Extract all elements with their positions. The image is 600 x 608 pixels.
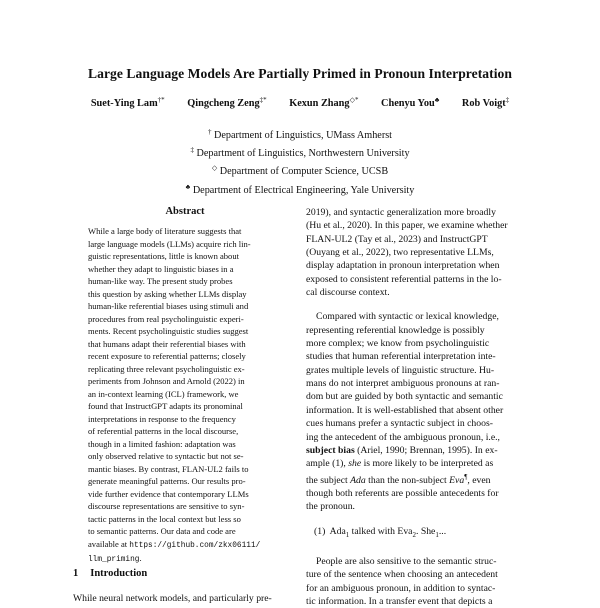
paragraph-line: ample (1), she is more likely to be interpreted as xyxy=(306,458,494,470)
affiliation: † Department of Linguistics, UMass Amherst xyxy=(207,128,393,141)
abstract-line: While a large body of literature suggests that xyxy=(88,226,242,236)
paragraph-line: cues humans prefer a syntactic subject in choos- xyxy=(306,418,493,430)
abstract-line: an in-context learning (ICL) framework, we xyxy=(88,388,239,399)
abstract-line: only observed relative to syntactic but not se- xyxy=(88,451,244,461)
footnote-mark[interactable]: ¶ xyxy=(464,472,468,481)
paragraph-line: subject bias (Ariel, 1990; Brennan, 1995). In ex- xyxy=(306,444,498,456)
abstract-line: available at https://github.com/zkx06111/ xyxy=(88,538,261,550)
abstract-line: tactic patterns in the local context but less so xyxy=(88,513,241,524)
paragraph-line: dom but are guided by both syntactic and semantic xyxy=(306,391,503,403)
abstract-line: generate meaningful patterns. Our results pro- xyxy=(88,476,246,486)
abstract-line: though in a limited fashion: adaptation was xyxy=(88,438,236,449)
paragraph-line: People are also sensitive to the semantic struc- xyxy=(316,556,497,568)
abstract-line: of referential patterns in the local discourse, xyxy=(88,426,239,436)
paragraph-line: exposed to consistent referential patterns in the lo- xyxy=(306,273,502,285)
affiliation: ◇ Department of Computer Science, UCSB xyxy=(211,164,389,178)
abstract-line: vide further evidence that contemporary LLMs xyxy=(88,488,249,499)
author: Suet-Ying Lam†* xyxy=(90,96,165,109)
section-heading: 1 Introduction xyxy=(73,568,148,579)
intro-text: While neural network models, and particularly pre- xyxy=(73,593,272,604)
paragraph-line: ing the antecedent of the ambiguous pronoun, i.e., xyxy=(306,431,500,443)
affiliation-list xyxy=(0,125,600,198)
abstract-line: found that InstructGPT adapts its pronominal xyxy=(88,401,243,411)
code-url-link[interactable]: https://github.com/zkx06111/ xyxy=(129,541,261,550)
author: Chenyu You♣ xyxy=(381,96,440,109)
paragraph-line: mans do not interpret ambiguous pronouns at ran- xyxy=(306,378,500,390)
abstract-line: guistic representations, little is known about xyxy=(88,251,239,261)
paper-title: Large Language Models Are Partially Primed in Pronoun Interpretation xyxy=(87,66,513,81)
abstract-line: large language models (LLMs) acquire rich lin- xyxy=(88,238,251,249)
abstract-line: human-like referential biases using stimuli and xyxy=(88,301,249,311)
paragraph-line: information. It is well-established that absent other xyxy=(306,404,504,416)
paragraph-line: though both referents are possible antecedents for xyxy=(306,488,499,500)
abstract-body xyxy=(88,225,284,567)
paragraph-line: studies that human referential interpretation inte- xyxy=(306,351,496,363)
paragraph-line: the subject Ada than the non-subject Eva¶, even xyxy=(306,472,491,486)
paragraph-line: more complex; we know from psycholinguistic xyxy=(306,338,490,350)
paragraph-line: tic information. In a transfer event that depicts a xyxy=(306,596,493,608)
paragraph-line: ture of the sentence when choosing an antecedent xyxy=(306,569,498,581)
abstract-line: discourse representations are sensitive to syn- xyxy=(88,501,245,511)
abstract-line: to semantic patterns. Our data and code are xyxy=(88,526,236,536)
paragraph-line: the pronoun. xyxy=(306,501,355,513)
abstract-line: llm_priming. xyxy=(88,553,142,564)
abstract-line: procedures from real psycholinguistic experi- xyxy=(88,313,244,324)
abstract-heading: Abstract xyxy=(165,206,205,217)
abstract-line: that humans adapt their referential biases with xyxy=(88,338,246,349)
right-column xyxy=(306,206,532,608)
linguistic-example: (1) Ada$_1$ talked with Eva$_2$. She$_1$... xyxy=(314,525,447,539)
paragraph-line: FLAN-UL2 (Tay et al., 2023) and InstructGPT xyxy=(306,233,488,245)
abstract-line: mantic biases. By contrast, FLAN-UL2 fails to xyxy=(88,463,249,474)
paragraph-line: Compared with syntactic or lexical knowledge, xyxy=(316,311,499,323)
paragraph-line: 2019), and syntactic generalization more broadly xyxy=(306,207,496,218)
abstract-line: human-like way. The present study probes xyxy=(88,276,233,286)
abstract-line: this question by asking whether LLMs display xyxy=(88,288,247,299)
paragraph-line: representing referential knowledge is possibly xyxy=(306,324,485,336)
abstract-line: recent exposure to referential patterns; closely xyxy=(88,351,246,361)
paragraph-line: for an ambiguous pronoun, in addition to syntac- xyxy=(306,582,496,594)
author: Kexun Zhang◇* xyxy=(289,96,359,109)
author: Qingcheng Zeng‡* xyxy=(187,96,267,109)
abstract-line: ments. Recent psycholinguistic studies suggest xyxy=(88,326,249,336)
affiliation: ♣ Department of Electrical Engineering, Yale University xyxy=(185,182,415,196)
author-list xyxy=(0,96,600,109)
code-url-link-continued[interactable]: llm_priming xyxy=(88,556,140,564)
abstract-line: replicating three relevant psycholinguistic ex- xyxy=(88,363,245,374)
paragraph-line: (Ouyang et al., 2022), two representative LLMs, xyxy=(306,247,494,259)
abstract-line: whether they adapt to linguistic biases in a xyxy=(88,263,234,274)
abstract-line: interpretations in response to the frequency xyxy=(88,413,236,424)
paragraph-line: (Hu et al., 2020). In this paper, we examine whether xyxy=(306,220,508,232)
paragraph-line: cal discourse context. xyxy=(306,287,390,299)
paragraph-line: display adaptation in pronoun interpretation when xyxy=(306,260,500,272)
affiliation: ‡ Department of Linguistics, Northwestern University xyxy=(190,146,410,160)
abstract-line: periments from Johnson and Arnold (2022) in xyxy=(88,376,245,386)
author: Rob Voigt‡ xyxy=(461,96,510,109)
paragraph-line: grates multiple levels of linguistic structure. Hu- xyxy=(306,364,495,376)
